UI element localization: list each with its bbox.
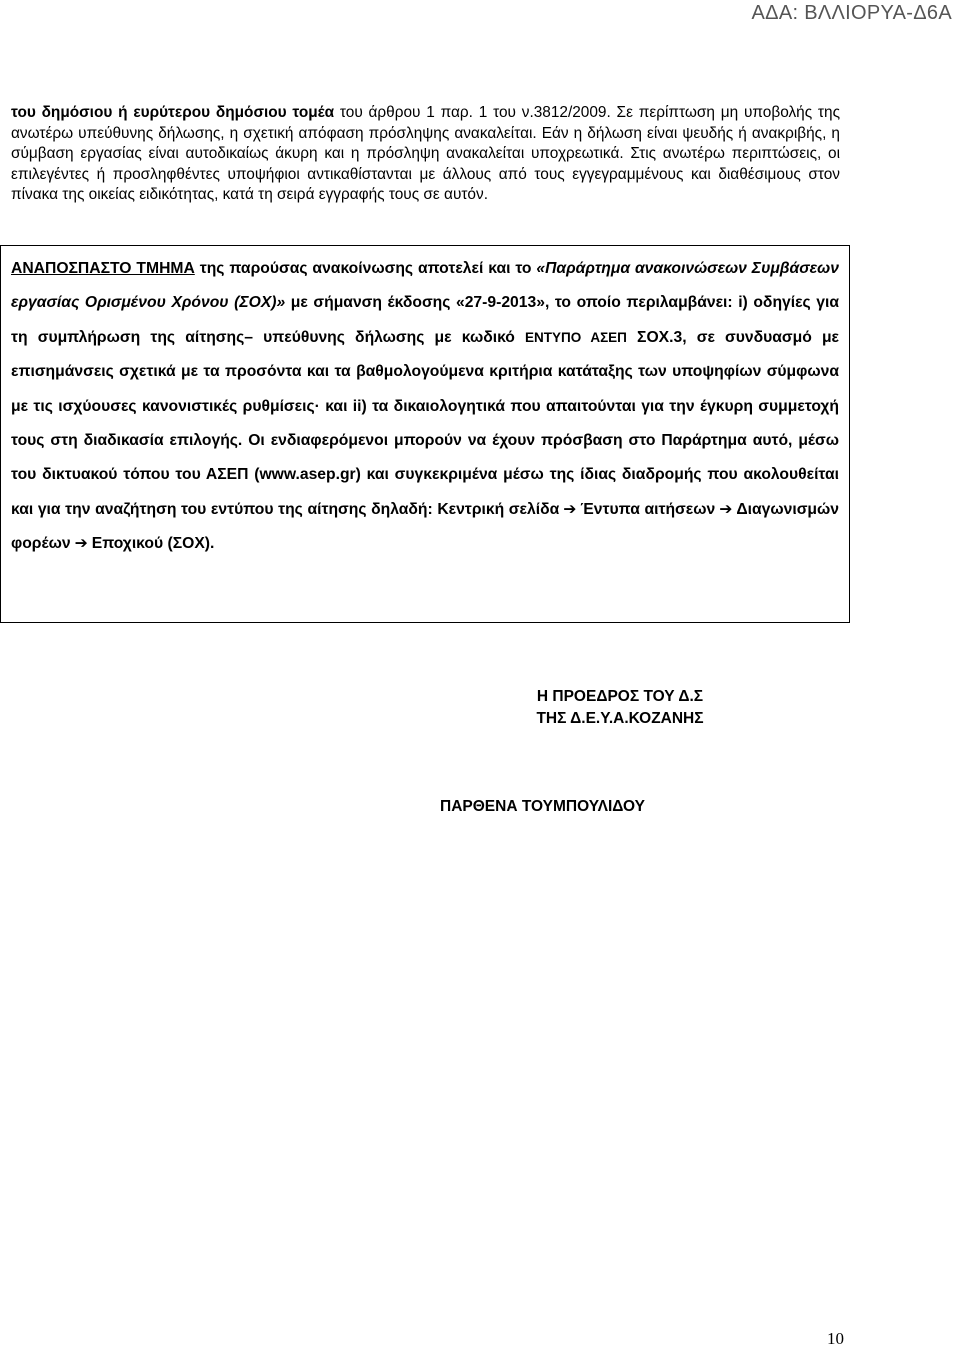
page-number: 10	[827, 1329, 844, 1348]
excerpt-heading: ΑΝΑΠΟΣΠΑΣΤΟ ΤΜΗΜΑ	[11, 260, 195, 277]
signature-title-line-1: Η ΠΡΟΕΔΡΟΣ ΤΟΥ Δ.Σ	[536, 688, 704, 705]
excerpt-text-3: ΣΟΧ.3, σε συνδυασμό με επισημάνσεις σχετικά με τα προσόντα και τα βαθμολογούμενα κριτήρια κατάταξης των υποψηφίων σύμφωνα με τις ισχύουσες κανονιστικές ρυθμίσεις· και ii) τα δικαιολογητικά που απαιτούνται για την έγκυρη συμμετοχή τους στη διαδικασία επιλογής. Οι ενδιαφερόμενοι μπορούν να έχουν πρόσβαση στο Παράρτημα αυτό, μέσω του δικτυακού τόπου του ΑΣΕΠ (www.asep.gr) και συγκεκριμένα μέσω της ίδιας διαδρομής που ακολουθείται και για την αναζήτηση του εντύπου της αίτησης δηλαδή:	[11, 328, 839, 518]
detachable-section-box	[0, 245, 850, 623]
arrow-right-icon: ➔	[719, 500, 733, 518]
excerpt-text-2: με σήμανση έκδοσης «27-9-2013», το οποίο περιλαμβάνει: i) οδηγίες για τη συμπλήρωση της αίτησης– υπεύθυνης δήλωσης με κωδικό	[11, 294, 839, 346]
arrow-right-icon: ➔	[563, 500, 577, 518]
signatory-name: ΠΑΡΘΕΝΑ ΤΟΥΜΠΟΥΛΙΔΟΥ	[440, 798, 645, 815]
path-step-4: Εποχικού (ΣΟΧ).	[91, 535, 215, 553]
intro-text: του άρθρου 1 παρ. 1 του ν.3812/2009. Σε περίπτωση μη υποβολής της ανωτέρω υπεύθυνης δήλωσης, η σχετική απόφαση πρόσληψης ανακαλείται. Εάν η δήλωση είναι ψευδής ή ανακριβής, η σύμβαση εργασίας είναι αυτοδικαίως άκυρη και η πρόσληψη ανακαλείται υποχρεωτικά. Στις ανωτέρω περιπτώσεις, οι επιλεγέντες ή προσληφθέντες υποψήφιοι αντικαθίστανται με άλλους από τους εγγεγραμμένους και διαθέσιμους στον πίνακα της οικείας ειδικότητας, κατά τη σειρά εγγραφής τους σε αυτόν.	[11, 104, 840, 204]
signature-title-block	[470, 686, 770, 730]
arrow-right-icon: ➔	[74, 535, 88, 553]
excerpt-text-1: της παρούσας ανακοίνωσης αποτελεί και το	[194, 260, 537, 277]
path-step-3: Διαγωνισμών φορέων	[11, 500, 840, 553]
form-code: ΕΝΤΥΠΟ ΑΣΕΠ	[525, 329, 627, 345]
intro-bold-lead: του δημόσιου ή ευρύτερου δημόσιου τομέα	[11, 104, 335, 121]
document-reference-code: ΑΔΑ: ΒΛΛΙΟΡΥΑ-Δ6Α	[751, 2, 952, 24]
signature-title-line-2: ΤΗΣ Δ.Ε.Υ.Α.ΚΟΖΑΝΗΣ	[536, 710, 704, 727]
path-step-2: Έντυπα αιτήσεων	[580, 500, 716, 518]
annex-title: «Παράρτημα ανακοινώσεων Συμβάσεων εργασίας Ορισμένου Χρόνου (ΣΟΧ)»	[11, 260, 840, 312]
path-step-1: Κεντρική σελίδα	[437, 500, 560, 518]
intro-paragraph	[11, 103, 840, 206]
